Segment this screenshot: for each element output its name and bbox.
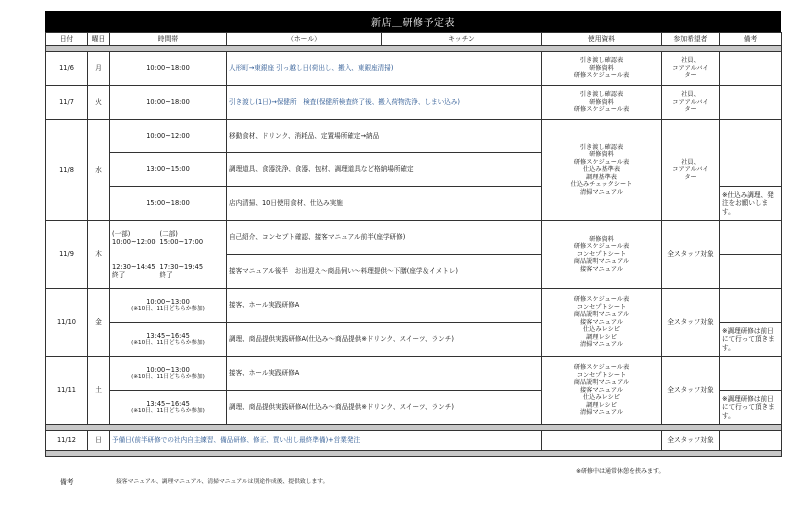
- time-note: (※10日、11日どちらか参加): [131, 408, 205, 415]
- participants-cell: 全スタッフ対象: [662, 431, 720, 451]
- schedule-sheet: [45, 11, 781, 457]
- content-cell: 調理、商品提供実践研修A(仕込み～商品提供※ドリンク、スイーツ、ランチ): [227, 323, 542, 357]
- materials-cell: 引き渡し確認表 研修資料 研修スケジュール表: [542, 86, 662, 120]
- date-cell: 11/8: [46, 120, 88, 221]
- remarks-cell: [720, 86, 782, 120]
- dow-cell: 水: [88, 120, 110, 221]
- content-cell: 調理、商品提供実践研修A(仕込み～商品提供※ドリンク、スイーツ、ランチ): [227, 391, 542, 425]
- sheet-title: 新店＿研修予定表: [45, 11, 781, 32]
- content-cell: 人形町→東銀座 引っ越し日(荷出し、搬入、東銀座清掃): [227, 52, 542, 86]
- time-cell: [110, 357, 227, 391]
- time-cell: [110, 289, 227, 323]
- participants-cell: 社員、 コアアルバイ ター: [662, 86, 720, 120]
- dow-cell: 金: [88, 289, 110, 357]
- dow-cell: 月: [88, 52, 110, 86]
- header-materials: 使用資料: [542, 33, 662, 46]
- header-dow: 曜日: [88, 33, 110, 46]
- date-cell: 11/7: [46, 86, 88, 120]
- materials-cell: [542, 431, 662, 451]
- time-cell: [110, 221, 227, 289]
- materials-cell: 研修資料 研修スケジュール表 コンセプトシート 商品説明マニュアル 接客マニュアル: [542, 221, 662, 289]
- time-value: 13:45~16:45: [146, 331, 190, 340]
- materials-cell: 研修スケジュール表 コンセプトシート 商品説明マニュアル 接客マニュアル 仕込みレシピ 調理レシピ 清掃マニュアル: [542, 289, 662, 357]
- table-row: [46, 221, 782, 255]
- bikou-label: 備考: [60, 478, 74, 486]
- content-cell: 移動食材、ドリンク、消耗品、定置場所確定→納品: [227, 120, 542, 153]
- time-value: 10:00~13:00: [146, 297, 190, 306]
- time-cell: [110, 391, 227, 425]
- part1-time: (一部) 10:00~12:00 12:30~14:45 終了: [112, 229, 156, 279]
- dow-cell: 日: [88, 431, 110, 451]
- part2-time: (二部) 15:00~17:00 17:30~19:45 終了: [159, 229, 204, 279]
- header-time: 時間帯: [110, 33, 227, 46]
- header-row: [46, 33, 782, 46]
- content-cell: 予備日(前半研修での社内自主練習、備品研修、修正、買い出し最終準備)+営業発注: [110, 431, 542, 451]
- table-row: [46, 120, 782, 153]
- participants-cell: 社員、 コアアルバイ ター: [662, 52, 720, 86]
- time-cell: 10:00~18:00: [110, 86, 227, 120]
- remarks-cell: [720, 52, 782, 86]
- break-footnote: ※研修中は通常休憩を挟みます。: [576, 468, 665, 475]
- header-hall: （ホール）: [227, 33, 382, 46]
- time-cell: [110, 323, 227, 357]
- header-remarks: 備考: [720, 33, 782, 46]
- content-cell: 店内清掃、10日使用食材、仕込み実施: [227, 187, 542, 221]
- content-cell: 自己紹介、コンセプト確認、接客マニュアル前半(座学研修): [227, 221, 542, 255]
- remarks-cell: [720, 357, 782, 391]
- dow-cell: 木: [88, 221, 110, 289]
- participants-cell: 全スタッフ対象: [662, 357, 720, 425]
- content-cell: 引き渡し(1日)→保健所 検査(保健所検査終了後、搬入荷物洗浄、しまい込み): [227, 86, 542, 120]
- remarks-cell: ※調理研修は前日にて行って頂きます。: [720, 323, 782, 357]
- content-cell: 調理道具、食器洗浄、食器、包材、調理道具など格納場所確定: [227, 153, 542, 187]
- remarks-cell: [720, 120, 782, 187]
- time-cell: 10:00~18:00: [110, 52, 227, 86]
- remarks-cell: [720, 255, 782, 289]
- time-note: (※10日、11日どちらか参加): [131, 306, 205, 313]
- time-cell: 13:00~15:00: [110, 153, 227, 187]
- table-row: [46, 52, 782, 86]
- date-cell: 11/9: [46, 221, 88, 289]
- participants-cell: 全スタッフ対象: [662, 289, 720, 357]
- date-cell: 11/12: [46, 431, 88, 451]
- materials-cell: 引き渡し確認表 研修資料 研修スケジュール表 仕込み基準表 調理基準表 仕込みチェックシート 清掃マニュアル: [542, 120, 662, 221]
- content-cell: 接客マニュアル後半 お出迎え～商品伺い～料理提供～下膳(座学＆イメトレ): [227, 255, 542, 289]
- remarks-cell: [720, 431, 782, 451]
- participants-cell: 社員、 コアアルバイ ター: [662, 120, 720, 221]
- remarks-cell: [720, 221, 782, 255]
- header-date: 日付: [46, 33, 88, 46]
- remarks-cell: ※仕込み調理、発注をお願いします。: [720, 187, 782, 221]
- dow-cell: 火: [88, 86, 110, 120]
- separator-row: [46, 451, 782, 457]
- time-value: 13:45~16:45: [146, 399, 190, 408]
- materials-cell: 引き渡し確認表 研修資料 研修スケジュール表: [542, 52, 662, 86]
- materials-cell: 研修スケジュール表 コンセプトシート 商品説明マニュアル 接客マニュアル 仕込みレシピ 調理レシピ 清掃マニュアル: [542, 357, 662, 425]
- time-cell: 10:00~12:00: [110, 120, 227, 153]
- table-row: [46, 357, 782, 391]
- header-participants: 参加希望者: [662, 33, 720, 46]
- time-note: (※10日、11日どちらか参加): [131, 374, 205, 381]
- date-cell: 11/11: [46, 357, 88, 425]
- content-cell: 接客、ホール実践研修A: [227, 289, 542, 323]
- date-cell: 11/6: [46, 52, 88, 86]
- time-note: (※10日、11日どちらか参加): [131, 340, 205, 347]
- remarks-cell: [720, 289, 782, 323]
- time-cell: 15:00~18:00: [110, 187, 227, 221]
- time-split: [112, 230, 224, 279]
- dow-cell: 土: [88, 357, 110, 425]
- bikou-text: 接客マニュアル、調理マニュアル、清掃マニュアルは別途作成後、提供致します。: [116, 479, 329, 485]
- time-value: 10:00~13:00: [146, 365, 190, 374]
- table-row: [46, 431, 782, 451]
- schedule-table: [45, 32, 782, 457]
- content-cell: 接客、ホール実践研修A: [227, 357, 542, 391]
- date-cell: 11/10: [46, 289, 88, 357]
- participants-cell: 全スタッフ対象: [662, 221, 720, 289]
- table-row: [46, 289, 782, 323]
- table-row: [46, 86, 782, 120]
- header-kitchen: キッチン: [382, 33, 542, 46]
- remarks-cell: ※調理研修は前日にて行って頂きます。: [720, 391, 782, 425]
